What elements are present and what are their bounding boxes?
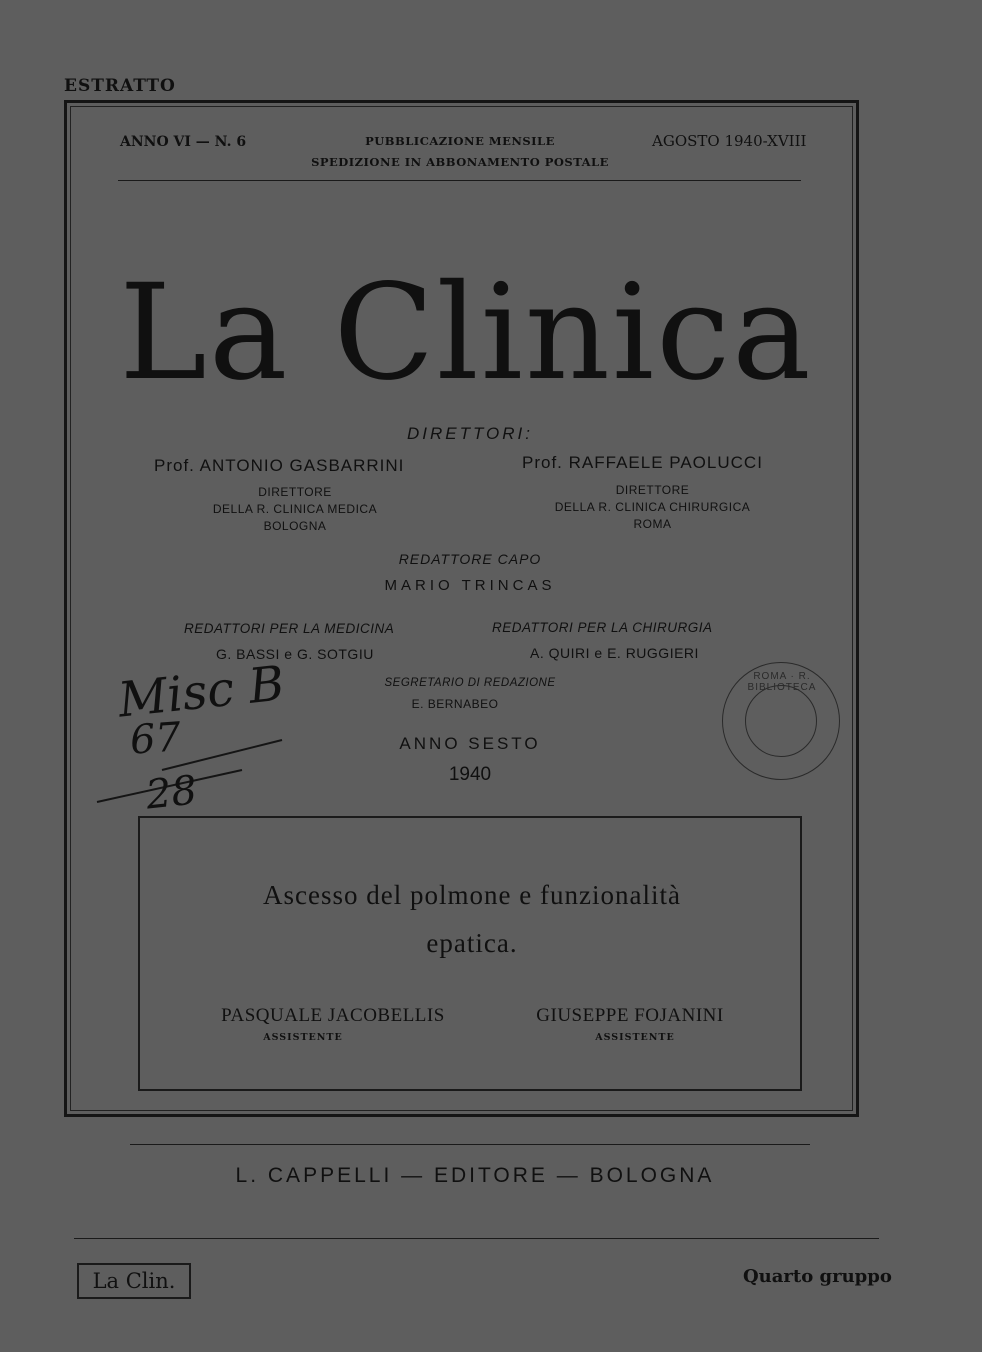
handwritten-number-2: 28 [143, 767, 200, 819]
footer-abbrev: La Clin. [92, 1269, 176, 1293]
publisher-line: L. CAPPELLI — EDITORE — BOLOGNA [235, 1164, 715, 1187]
director-right-role1: DIRETTORE [615, 483, 690, 497]
article-title-line2: epatica. [426, 928, 518, 958]
publication-line1: PUBBLICAZIONE MENSILE [365, 134, 555, 148]
stamp-text: ROMA · R. BIBLIOTECA [747, 671, 817, 693]
journal-title: La Clinica [119, 256, 813, 410]
footer-abbrev-box [77, 1263, 191, 1299]
chief-editor-name: MARIO TRINCAS [384, 577, 556, 594]
year-label: ANNO SESTO [399, 734, 541, 753]
director-right-role2: DELLA R. CLINICA CHIRURGICA [554, 500, 751, 514]
header-rule [118, 180, 801, 181]
issue-date: AGOSTO 1940-XVIII [652, 132, 807, 150]
director-left-role1: DIRETTORE [258, 485, 332, 499]
secretary-name: E. BERNABEO [411, 697, 499, 711]
footer-group: Quarto gruppo [743, 1266, 892, 1287]
surgery-editors-heading: REDATTORI PER LA CHIRURGIA [492, 620, 713, 635]
bottom-rule [74, 1238, 879, 1239]
year-value: 1940 [448, 764, 492, 785]
publication-line2: SPEDIZIONE IN ABBONAMENTO POSTALE [311, 155, 609, 169]
director-right-city: ROMA [633, 517, 672, 531]
author-1-name: PASQUALE JACOBELLIS [221, 1005, 445, 1026]
secretary-heading: SEGRETARIO DI REDAZIONE [384, 677, 556, 689]
director-left-name: Prof. ANTONIO GASBARRINI [154, 456, 405, 475]
publisher-rule [130, 1144, 810, 1145]
director-left-city: BOLOGNA [263, 519, 327, 533]
surgery-editors-names: A. QUIRI e E. RUGGIERI [530, 645, 699, 661]
handwritten-number-1: 67 [128, 714, 183, 764]
handwritten-shelfmark: Misc B [115, 655, 288, 729]
author-2-role: ASSISTENTE [595, 1032, 675, 1043]
author-1-role: ASSISTENTE [263, 1032, 343, 1043]
medicine-editors-heading: REDATTORI PER LA MEDICINA [184, 621, 395, 636]
director-left-role2: DELLA R. CLINICA MEDICA [212, 502, 378, 516]
chief-editor-heading: REDATTORE CAPO [398, 551, 542, 567]
medicine-editors-names: G. BASSI e G. SOTGIU [216, 646, 374, 662]
issue-number: ANNO VI — N. 6 [120, 134, 247, 150]
directors-heading: DIRETTORI: [406, 424, 534, 443]
library-stamp [722, 662, 840, 780]
article-title-line1: Ascesso del polmone e funzionalità [263, 880, 681, 910]
director-right-name: Prof. RAFFAELE PAOLUCCI [522, 453, 763, 472]
author-2-name: GIUSEPPE FOJANINI [536, 1005, 724, 1026]
extract-label: ESTRATTO [64, 76, 176, 96]
